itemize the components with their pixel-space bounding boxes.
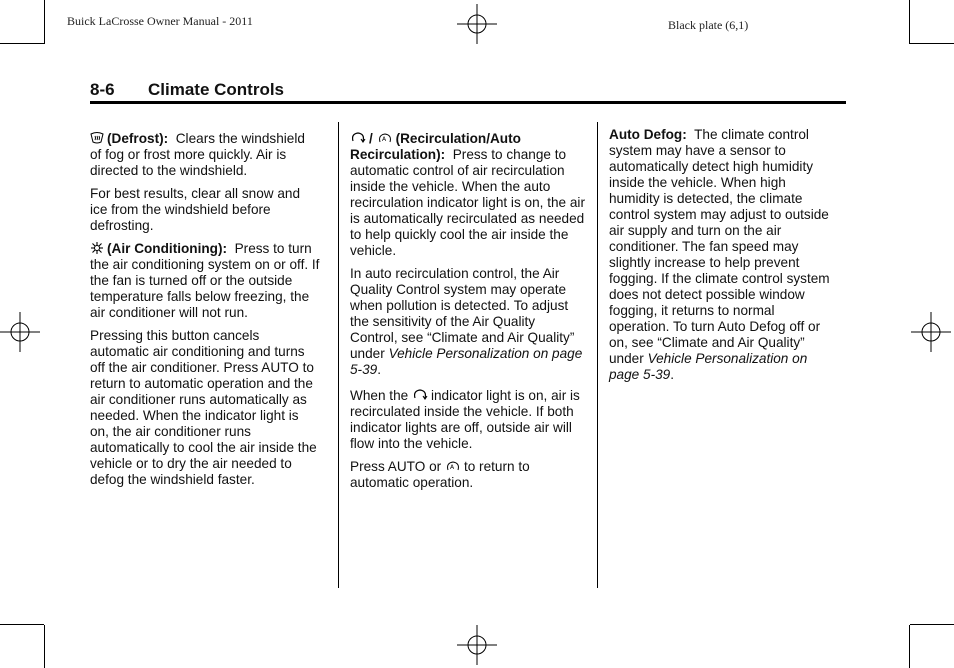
- auto-defog-text: The climate control system may have a sensor to automatically detect high humidity inside the vehicle. When high humidity is detected, the climate control system may adjust to outside air supply and turn on the air conditioner. The fan speed may slightly increase to help prevent fogging. If the climate control system does not detect possible window fogging, it returns to normal operation. To turn Auto Defog off or on, see “Climate and Air Quality” under: [609, 127, 830, 366]
- defrost-icon: [90, 131, 104, 145]
- running-header-left: Buick LaCrosse Owner Manual - 2011: [67, 14, 253, 28]
- registration-mark-icon: [911, 312, 951, 352]
- press-auto-paragraph: [350, 459, 586, 491]
- crop-mark: [44, 625, 45, 668]
- recirc-paragraph: [350, 131, 586, 259]
- ac-text: Press to turn the air conditioning system on or off. If the fan is turned off or the outside temperature falls below freezing, the air conditioner will not run.: [90, 241, 320, 320]
- recirc-text: Press to change to automatic control of air recirculation inside the vehicle. When the auto recirculation indicator light is on, the air is automatically recirculated as needed to help quickly cool the air inside the vehicle.: [350, 147, 585, 258]
- column-divider: [338, 122, 339, 588]
- crop-mark: [909, 0, 910, 44]
- ac-paragraph: [90, 241, 320, 321]
- auto-defog-label: Auto Defog:: [609, 127, 687, 142]
- ac-more: Pressing this button cancels automatic air conditioning and turns off the air conditioner. Press AUTO to return to automatic operation and the air conditioner runs automatically as needed. When the indicator light is on, the air conditioner runs automatically to cool the air inside the vehicle or to dry the air needed to defog the windshield faster.: [90, 328, 317, 487]
- when-prefix: When the: [350, 388, 409, 403]
- column-2: [350, 131, 586, 498]
- auto-recirculation-icon: [377, 131, 393, 145]
- registration-mark-icon: [457, 625, 497, 665]
- running-header-right: Black plate (6,1): [668, 18, 749, 32]
- column-3: [609, 127, 835, 390]
- when-suffix: indicator light is on, air is recirculated inside the vehicle. If both indicator lights are off, outside air will flow into the vehicle.: [350, 388, 580, 451]
- recirculation-icon: [350, 131, 366, 145]
- ac-label: (Air Conditioning):: [107, 241, 228, 256]
- column-1: [90, 131, 320, 495]
- press-prefix: Press AUTO or: [350, 459, 442, 474]
- column-divider: [597, 122, 598, 588]
- slash: /: [369, 131, 373, 146]
- crop-mark: [910, 624, 954, 625]
- defrost-tip: For best results, clear all snow and ice from the windshield before defrosting.: [90, 186, 301, 233]
- section-title: Climate Controls: [148, 80, 285, 99]
- section-number: 8-6: [90, 80, 115, 99]
- vehicle-personalization-link[interactable]: Vehicle Personalization on page 5‑39: [350, 346, 583, 377]
- auto-recirculation-icon: [445, 459, 461, 473]
- registration-mark-icon: [457, 4, 497, 44]
- svg-text:A: A: [381, 136, 386, 143]
- period: .: [670, 367, 675, 382]
- crop-mark: [44, 0, 45, 44]
- press-suffix: to return to automatic operation.: [350, 459, 530, 490]
- crop-mark: [909, 625, 910, 668]
- defrost-paragraph: [90, 131, 320, 179]
- crop-mark: [910, 43, 954, 44]
- recirculation-icon: [412, 388, 428, 402]
- vehicle-personalization-link[interactable]: Vehicle Personalization on page 5‑39: [609, 351, 808, 382]
- auto-defog-paragraph: [609, 127, 835, 383]
- crop-mark: [0, 624, 44, 625]
- defrost-text: Clears the windshield of fog or frost more quickly. Air is directed to the windshield.: [90, 131, 305, 178]
- period: .: [377, 362, 381, 377]
- section-heading: [90, 80, 284, 100]
- heading-rule: [90, 101, 846, 104]
- svg-text:A: A: [449, 464, 455, 471]
- defrost-label: (Defrost):: [107, 131, 169, 146]
- recirc-label: (Recirculation/Auto Recirculation):: [350, 131, 521, 162]
- when-indicator-paragraph: [350, 388, 586, 452]
- auto-recirc-paragraph: [350, 266, 586, 378]
- snowflake-icon: [90, 241, 104, 255]
- crop-mark: [0, 43, 44, 44]
- auto-recirc-text: In auto recirculation control, the Air Quality Control system may operate when pollution is detected. To adjust the sensitivity of the Air Quality Control, see “Climate and Air Quality” under: [350, 266, 575, 361]
- registration-mark-icon: [0, 312, 40, 352]
